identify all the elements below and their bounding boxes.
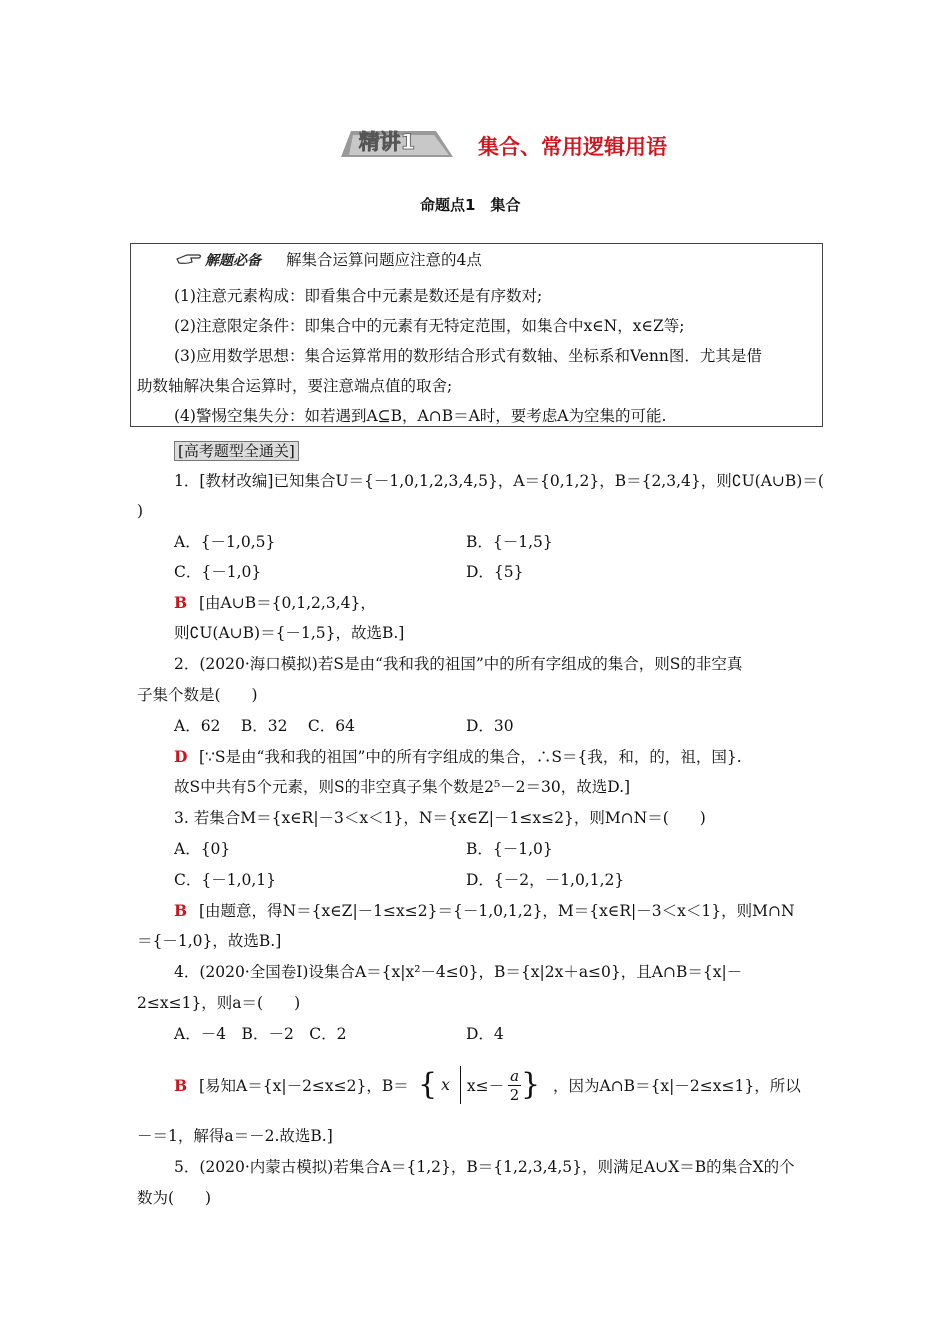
q1-option-b: B．{－1,5}	[466, 533, 553, 551]
answer-4: [易知A＝{x|－2≤x≤2}，B＝	[199, 1077, 409, 1095]
answer-3: [由题意，得N＝{x∈Z|－1≤x≤2}＝{－1,0,1,2}，M＝{x∈R|－3＜x＜1}，则M∩N	[199, 902, 795, 920]
answer-3-key: B	[174, 901, 188, 920]
answer-1: [由A∪B＝{0,1,2,3,4}，	[199, 594, 376, 612]
right-brace: }	[521, 1067, 541, 1102]
question-4: 4．(2020·全国卷Ⅰ)设集合A＝{x|x²－4≤0}，B＝{x|2x＋a≤0}，且A∩B＝{x|－	[174, 963, 743, 981]
set-variable: x	[441, 1076, 450, 1094]
question-1-cont: )	[137, 502, 144, 520]
q3-option-a: A．{0}	[174, 840, 231, 858]
section-heading: [高考题型全通关]	[174, 441, 299, 461]
tip-item-4: (4)警惕空集失分：如若遇到A⊆B，A∩B＝A时，要考虑A为空集的可能.	[174, 407, 667, 425]
question-3: 3. 若集合M＝{x∈R|－3＜x＜1}，N＝{x∈Z|－1≤x≤2}，则M∩N＝( )	[174, 809, 706, 827]
answer-4-cont: －＝1，解得a＝－2.故选B.]	[137, 1127, 333, 1145]
answer-2-cont: 故S中共有5个元素，则S的非空真子集个数是2⁵－2＝30，故选D.]	[174, 778, 631, 796]
answer-4-key: B	[174, 1076, 188, 1095]
page-title: 集合、常用逻辑用语	[478, 135, 667, 159]
answer-2-key: D	[174, 747, 188, 766]
q2-options-abc: A．62 B．32 C．64	[174, 717, 355, 735]
fraction-denominator: 2	[509, 1085, 520, 1104]
q3-option-d: D．{－2，－1,0,1,2}	[466, 871, 625, 889]
tip-item-1: (1)注意元素构成：即看集合中元素是数还是有序数对;	[174, 287, 543, 305]
left-brace: {	[418, 1067, 438, 1102]
tips-label: 解题必备	[205, 253, 261, 269]
question-1: 1．[教材改编]已知集合U＝{－1,0,1,2,3,4,5}，A＝{0,1,2}，B＝{2,3,4}，则∁U(A∪B)＝(	[174, 472, 824, 490]
question-2-cont: 子集个数是( )	[137, 686, 258, 704]
answer-3-cont: ＝{－1,0}，故选B.]	[137, 932, 282, 950]
pointing-hand-icon	[175, 250, 203, 266]
question-5-cont: 数为( )	[137, 1189, 212, 1207]
q4-option-d: D．4	[466, 1025, 504, 1043]
set-builder-expression	[418, 1060, 540, 1110]
answer-2: [∵S是由“我和我的祖国”中的所有字组成的集合，∴S＝{我，和，的，祖，国}.	[199, 748, 742, 766]
tip-item-2: (2)注意限定条件：即集合中的元素有无特定范围，如集合中x∈N，x∈Z等;	[174, 317, 685, 335]
q2-option-d: D．30	[466, 717, 514, 735]
answer-1-cont: 则∁U(A∪B)＝{－1,5}，故选B.]	[174, 624, 405, 642]
fraction	[508, 1067, 521, 1104]
answer-4-mid: ，因为A∩B＝{x|－2≤x≤1}，所以	[553, 1077, 801, 1095]
q3-option-b: B．{－1,0}	[466, 840, 553, 858]
answer-1-key: B	[174, 593, 188, 612]
tip-item-3-cont: 助数轴解决集合运算时，要注意端点值的取舍;	[137, 377, 453, 395]
q1-option-a: A．{－1,0,5}	[174, 533, 276, 551]
question-2: 2．(2020·海口模拟)若S是由“我和我的祖国”中的所有字组成的集合，则S的非空真	[174, 655, 743, 673]
q4-options-abc: A．－4 B．－2 C．2	[174, 1025, 347, 1043]
badge-text: 精讲1	[358, 130, 416, 154]
q1-option-c: C．{－1,0}	[174, 563, 262, 581]
question-4-cont: 2≤x≤1}，则a＝( )	[137, 994, 301, 1012]
section-subtitle: 命题点1 集合	[420, 196, 521, 214]
tips-heading: 解集合运算问题应注意的4点	[286, 251, 482, 269]
set-divider	[460, 1066, 461, 1104]
q1-option-d: D．{5}	[466, 563, 524, 581]
tip-item-3: (3)应用数学思想：集合运算常用的数形结合形式有数轴、坐标系和Venn图．尤其是借	[174, 347, 762, 365]
set-condition: x≤－	[466, 1077, 505, 1095]
question-5: 5．(2020·内蒙古模拟)若集合A＝{1,2}，B＝{1,2,3,4,5}，则满足A∪X＝B的集合X的个	[174, 1158, 795, 1176]
fraction-numerator: a	[510, 1066, 520, 1085]
title-badge	[341, 127, 453, 157]
q3-option-c: C．{－1,0,1}	[174, 871, 277, 889]
